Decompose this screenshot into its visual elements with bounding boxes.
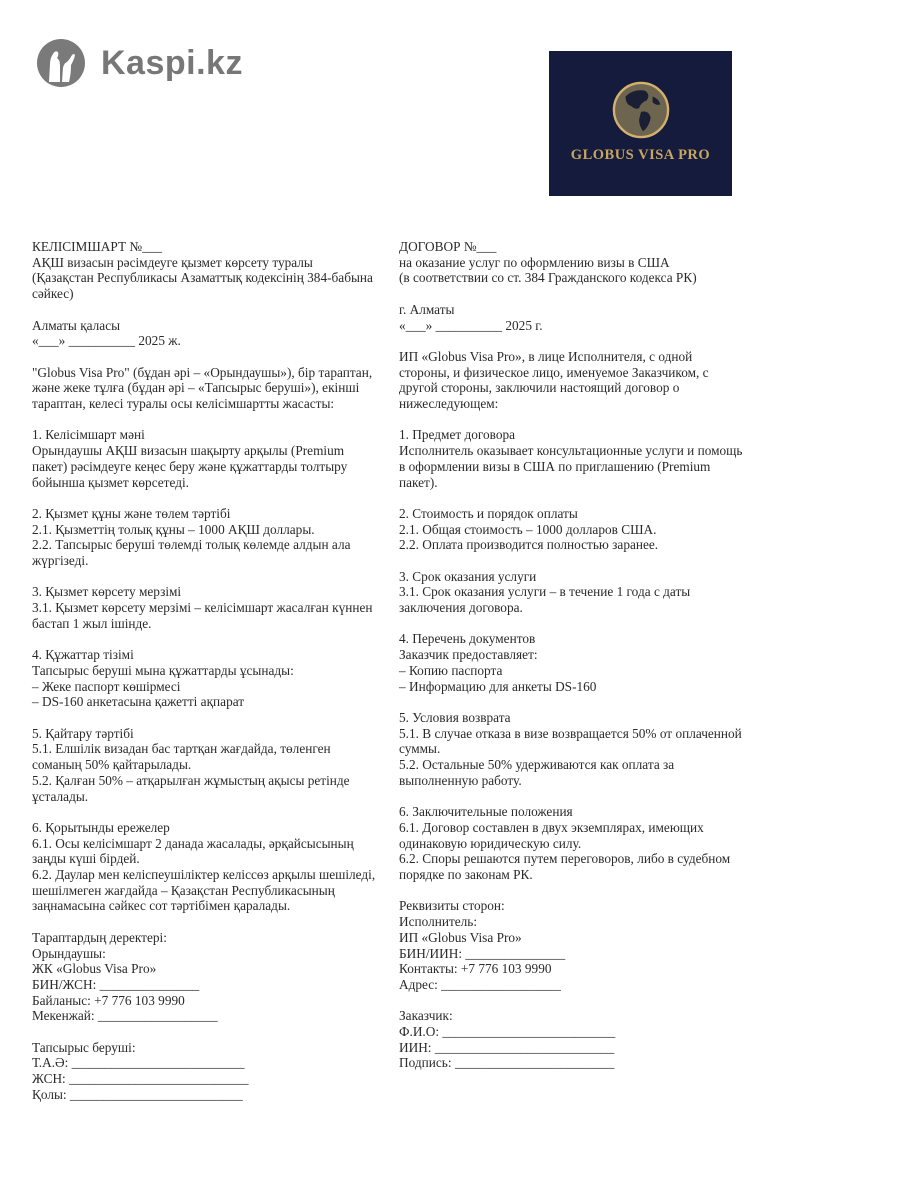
text-line: 6.2. Даулар мен келіспеушіліктер келіссөз арқылы шешіледі, (32, 867, 376, 882)
text-line: 5.1. В случае отказа в визе возвращается 50% от оплаченной (399, 725, 742, 741)
text-line: шешілмеген жағдайда – Қазақстан Республикасының (32, 882, 335, 898)
preamble (32, 365, 397, 412)
section-heading: 3. Қызмет көрсету мерзімі (32, 584, 182, 600)
text-line: Заказчик предоставляет: (399, 647, 538, 663)
text-line: (в соответствии со ст. 384 Гражданского кодекса РК) (399, 270, 697, 286)
text-line: 2.2. Оплата производится полностью заранее. (399, 537, 659, 553)
section-heading: 5. Қайтару тәртібі (32, 725, 134, 741)
contact-line: Байланыс: +7 776 103 9990 (32, 992, 185, 1008)
text-line: 6.2. Споры решаются путем переговоров, либо в судебном (399, 851, 731, 867)
section-heading: Заказчик: (399, 1008, 453, 1024)
text-line: «___» __________ 2025 г. (399, 317, 543, 333)
text-line: стороны, и физическое лицо, именуемое Заказчиком, с (399, 364, 709, 380)
section-1 (399, 427, 771, 490)
section-2 (399, 506, 771, 553)
text-line: пакет) рәсімдеуге кеңес беру және құжаттарды толтыру (32, 458, 348, 474)
name-field: Т.А.Ә: __________________________ (32, 1055, 245, 1071)
signature-field: Қолы: __________________________ (32, 1086, 243, 1102)
section-6 (399, 804, 771, 883)
text-line: КЕЛІСІМШАРТ №___ (32, 239, 163, 254)
bin-field: БИН/ИИН: _______________ (399, 945, 566, 961)
text-line: 5.2. Қалған 50% – атқарылған жұмыстың ақысы ретінде (32, 772, 350, 788)
text-line: 5.1. Елшілік визадан бас тартқан жағдайда, төленген (32, 741, 331, 757)
text-line: ИП «Globus Visa Pro», в лице Исполнителя, с одной (399, 348, 693, 364)
text-line: в оформлении визы в США по приглашению (Premium (399, 458, 711, 474)
text-line: 2.1. Қызметтің толық құны – 1000 АҚШ доллары. (32, 521, 315, 537)
text-line: 2.1. Общая стоимость – 1000 долларов США. (399, 521, 657, 537)
text-line: заңнамасына сәйкес сот тәртібімен қаралады. (32, 898, 291, 914)
text-line: одинаковую юридическую силу. (399, 835, 582, 851)
text-line: ЖК «Globus Visa Pro» (32, 961, 157, 977)
text-line: соманың 50% қайтарылады. (32, 757, 192, 773)
section-5 (32, 726, 397, 805)
text-line: ұсталады. (32, 788, 89, 804)
text-line: на оказание услуг по оформлению визы в США (399, 254, 670, 270)
signature-field: Подпись: ________________________ (399, 1055, 615, 1071)
contract-russian (399, 239, 771, 1071)
party-details (399, 898, 771, 992)
text-line: пакет). (399, 474, 438, 490)
text-line: порядке по законам РК. (399, 867, 533, 882)
section-heading: 1. Предмет договора (399, 427, 516, 443)
text-line: сәйкес) (32, 286, 74, 302)
contact-line: Контакты: +7 776 103 9990 (399, 961, 552, 977)
place-date (399, 302, 771, 333)
section-heading: 4. Құжаттар тізімі (32, 647, 134, 663)
section-heading: Тараптардың деректері: (32, 929, 167, 945)
section-4 (32, 647, 397, 710)
text-line: заңды күші бірдей. (32, 851, 140, 867)
text-line: (Қазақстан Республикасы Азаматтық кодексінің 384-бабына (32, 270, 373, 286)
section-3 (399, 569, 771, 616)
text-line: 3.1. Срок оказания услуги – в течение 1 года с даты (399, 584, 691, 600)
section-heading: 2. Стоимость и порядок оплаты (399, 505, 578, 521)
kaspi-logo-text: Kaspi.kz (101, 43, 243, 82)
text-line: «___» __________ 2025 ж. (32, 333, 181, 349)
text-line: Исполнитель оказывает консультационные услуги и помощь (399, 443, 743, 459)
text-line: – Информацию для анкеты DS-160 (399, 678, 597, 694)
section-heading: 3. Срок оказания услуги (399, 568, 537, 584)
contract-title (32, 239, 397, 302)
text-line: – DS-160 анкетасына қажетті ақпарат (32, 694, 245, 710)
text-line: 6.1. Осы келісімшарт 2 данада жасалады, әрқайсысының (32, 835, 354, 851)
text-line: Орындаушы АҚШ визасын шақырту арқылы (Premium (32, 443, 345, 459)
address-field: Мекенжай: __________________ (32, 1008, 218, 1024)
section-heading: 1. Келісімшарт мәні (32, 427, 145, 443)
section-heading: Реквизиты сторон: (399, 898, 505, 914)
name-field: Ф.И.О: __________________________ (399, 1024, 616, 1039)
text-line: жүргізеді. (32, 553, 89, 568)
kaspi-people-icon (36, 38, 86, 88)
section-heading: 4. Перечень документов (399, 631, 536, 647)
text-line: Тапсырыс беруші мына құжаттарды ұсынады: (32, 662, 294, 678)
text-line: 3.1. Қызмет көрсету мерзімі – келісімшарт жасалған күннен (32, 600, 373, 616)
preamble (399, 349, 771, 412)
section-2 (32, 506, 397, 569)
text-line: 5.2. Остальные 50% удерживаются как оплата за (399, 757, 675, 773)
bin-field: БИН/ЖСН: _______________ (32, 976, 200, 992)
globus-visa-pro-logo (549, 51, 732, 196)
text-line: 6.1. Договор составлен в двух экземплярах, имеющих (399, 819, 704, 835)
section-5 (399, 710, 771, 789)
section-4 (399, 631, 771, 694)
text-line: нижеследующем: (399, 396, 499, 411)
client-details (32, 1040, 397, 1103)
party-details (32, 930, 397, 1024)
section-heading: 5. Условия возврата (399, 709, 511, 725)
text-line: – Копию паспорта (399, 662, 503, 678)
text-line: "Globus Visa Pro" (бұдан әрі – «Орындаушы»), бір тараптан, (32, 364, 373, 380)
text-line: АҚШ визасын рәсімдеуге қызмет көрсету туралы (32, 254, 313, 270)
section-heading: 2. Қызмет құны және төлем тәртібі (32, 505, 231, 521)
contract-title (399, 239, 771, 286)
text-line: 2.2. Тапсырыс беруші төлемді толық көлемде алдын ала (32, 537, 351, 553)
section-6 (32, 820, 397, 914)
globe-icon (612, 81, 670, 139)
text-line: Исполнитель: (399, 914, 478, 930)
text-line: және жеке тұлға (бұдан әрі – «Тапсырыс беруші»), екінші (32, 380, 360, 396)
iin-field: ИИН: ___________________________ (399, 1039, 615, 1055)
section-heading: 6. Қорытынды ережелер (32, 819, 170, 835)
text-line: бастап 1 жыл ішінде. (32, 615, 152, 631)
text-line: заключения договора. (399, 600, 523, 616)
text-line: – Жеке паспорт көшірмесі (32, 678, 181, 694)
text-line: Орындаушы: (32, 945, 106, 961)
section-heading: 6. Заключительные положения (399, 804, 573, 820)
iin-field: ЖСН: ___________________________ (32, 1071, 249, 1087)
section-1 (32, 427, 397, 490)
section-heading: Тапсырыс беруші: (32, 1039, 136, 1055)
text-line: ИП «Globus Visa Pro» (399, 929, 522, 945)
address-field: Адрес: __________________ (399, 976, 561, 992)
text-line: тараптан, келесі туралы осы келісімшартты жасасты: (32, 396, 335, 411)
kaspi-logo (36, 38, 243, 88)
place-date (32, 318, 397, 349)
text-line: г. Алматы (399, 301, 455, 317)
text-line: другой стороны, заключили настоящий договор о (399, 380, 680, 396)
globus-logo-text: GLOBUS VISA PRO (570, 147, 711, 163)
text-line: выполненную работу. (399, 772, 522, 788)
text-line: суммы. (399, 741, 441, 757)
text-line: бойынша қызмет көрсетеді. (32, 474, 189, 490)
section-3 (32, 584, 397, 631)
text-line: Алматы қаласы (32, 317, 121, 333)
contract-kazakh (32, 239, 397, 1103)
text-line: ДОГОВОР №___ (399, 239, 497, 254)
client-details (399, 1008, 771, 1071)
